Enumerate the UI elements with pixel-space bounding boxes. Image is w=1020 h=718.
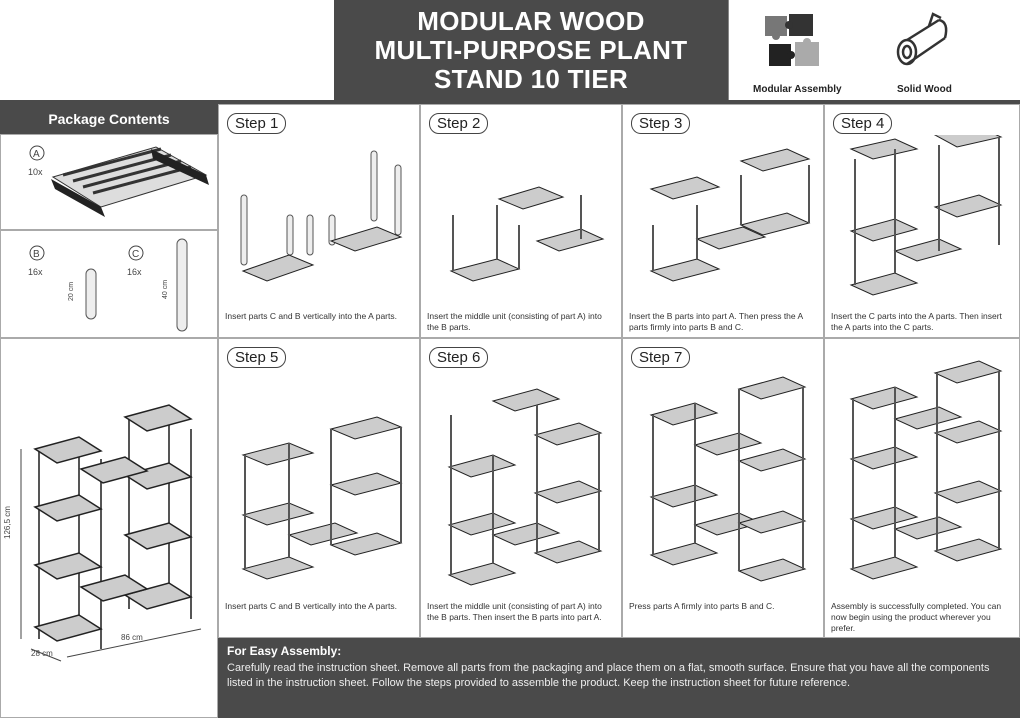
step-5-diagram bbox=[219, 375, 419, 595]
svg-text:C: C bbox=[132, 249, 140, 260]
step-4-label: Step 4 bbox=[833, 113, 892, 134]
step-1-caption: Insert parts C and B vertically into the A parts. bbox=[225, 311, 397, 321]
step-5-label: Step 5 bbox=[227, 347, 286, 368]
step-2-label: Step 2 bbox=[429, 113, 488, 134]
finished-product-panel bbox=[0, 338, 218, 718]
assembly-notes-text: Carefully read the instruction sheet. Remove all parts from the packaging and place them on a flat, smooth surface. Ensure that you have all the components listed in the instruction sheet. Follow the steps provided to assemble the product. Keep the instruction sheet for future reference. bbox=[227, 662, 990, 689]
step-5-panel bbox=[218, 338, 420, 638]
puzzle-icon bbox=[759, 10, 839, 80]
svg-text:16x: 16x bbox=[127, 267, 142, 277]
step-3-caption: Insert the B parts into part A. Then press the A parts firmly into parts B and C. bbox=[629, 311, 803, 332]
depth-dimension: 28 cm bbox=[31, 649, 53, 658]
svg-text:A: A bbox=[33, 149, 40, 160]
title-line-3: STAND 10 TIER bbox=[433, 63, 629, 94]
svg-text:10x: 10x bbox=[28, 167, 43, 177]
assembly-notes bbox=[218, 638, 1020, 718]
page-title bbox=[334, 0, 728, 100]
step-2-caption: Insert the middle unit (consisting of part A) into the B parts. bbox=[427, 311, 602, 332]
step-6-diagram bbox=[421, 375, 621, 595]
svg-text:16x: 16x bbox=[28, 267, 43, 277]
step-7-label: Step 7 bbox=[631, 347, 690, 368]
feature-label-wood: Solid Wood bbox=[897, 84, 952, 95]
svg-text:20 cm: 20 cm bbox=[68, 281, 75, 301]
step-final-panel bbox=[824, 338, 1020, 638]
step-6-caption: Insert the middle unit (consisting of part A) into the B parts. Then insert the B parts into part A. bbox=[427, 601, 602, 622]
height-dimension: 126,5 cm bbox=[3, 506, 12, 539]
step-4-panel bbox=[824, 104, 1020, 338]
svg-text:40 cm: 40 cm bbox=[162, 279, 169, 299]
step-3-label: Step 3 bbox=[631, 113, 690, 134]
part-a-panel bbox=[0, 134, 218, 230]
title-line-1: MODULAR WOOD bbox=[417, 5, 645, 36]
finished-shelf-illustration bbox=[1, 339, 217, 669]
step-2-panel bbox=[420, 104, 622, 338]
step-4-diagram bbox=[825, 135, 1019, 305]
completed-shelf-diagram bbox=[825, 359, 1019, 589]
package-contents-header: Package Contents bbox=[0, 104, 218, 134]
step-7-caption: Press parts A firmly into parts B and C. bbox=[629, 601, 775, 611]
feature-label-modular: Modular Assembly bbox=[753, 84, 842, 95]
part-a-illustration bbox=[1, 135, 217, 229]
step-1-panel bbox=[218, 104, 420, 338]
step-5-caption: Insert parts C and B vertically into the A parts. bbox=[225, 601, 397, 611]
assembly-notes-heading: For Easy Assembly: bbox=[227, 644, 342, 658]
step-3-diagram bbox=[623, 135, 823, 305]
step-1-diagram bbox=[219, 135, 419, 305]
step-1-label: Step 1 bbox=[227, 113, 286, 134]
step-3-panel bbox=[622, 104, 824, 338]
step-7-diagram bbox=[623, 375, 823, 595]
svg-text:B: B bbox=[33, 249, 40, 260]
width-dimension: 86 cm bbox=[121, 633, 143, 642]
parts-bc-panel bbox=[0, 230, 218, 338]
step-7-panel bbox=[622, 338, 824, 638]
feature-icons bbox=[728, 0, 1020, 100]
step-6-panel bbox=[420, 338, 622, 638]
step-2-diagram bbox=[421, 135, 621, 305]
step-6-label: Step 6 bbox=[429, 347, 488, 368]
log-icon bbox=[889, 8, 959, 78]
title-line-2: MULTI-PURPOSE PLANT bbox=[374, 34, 688, 65]
final-caption: Assembly is successfully completed. You can now begin using the product wherever you prefer. bbox=[831, 601, 1002, 633]
step-4-caption: Insert the C parts into the A parts. Then insert the A parts into the C parts. bbox=[831, 311, 1002, 332]
